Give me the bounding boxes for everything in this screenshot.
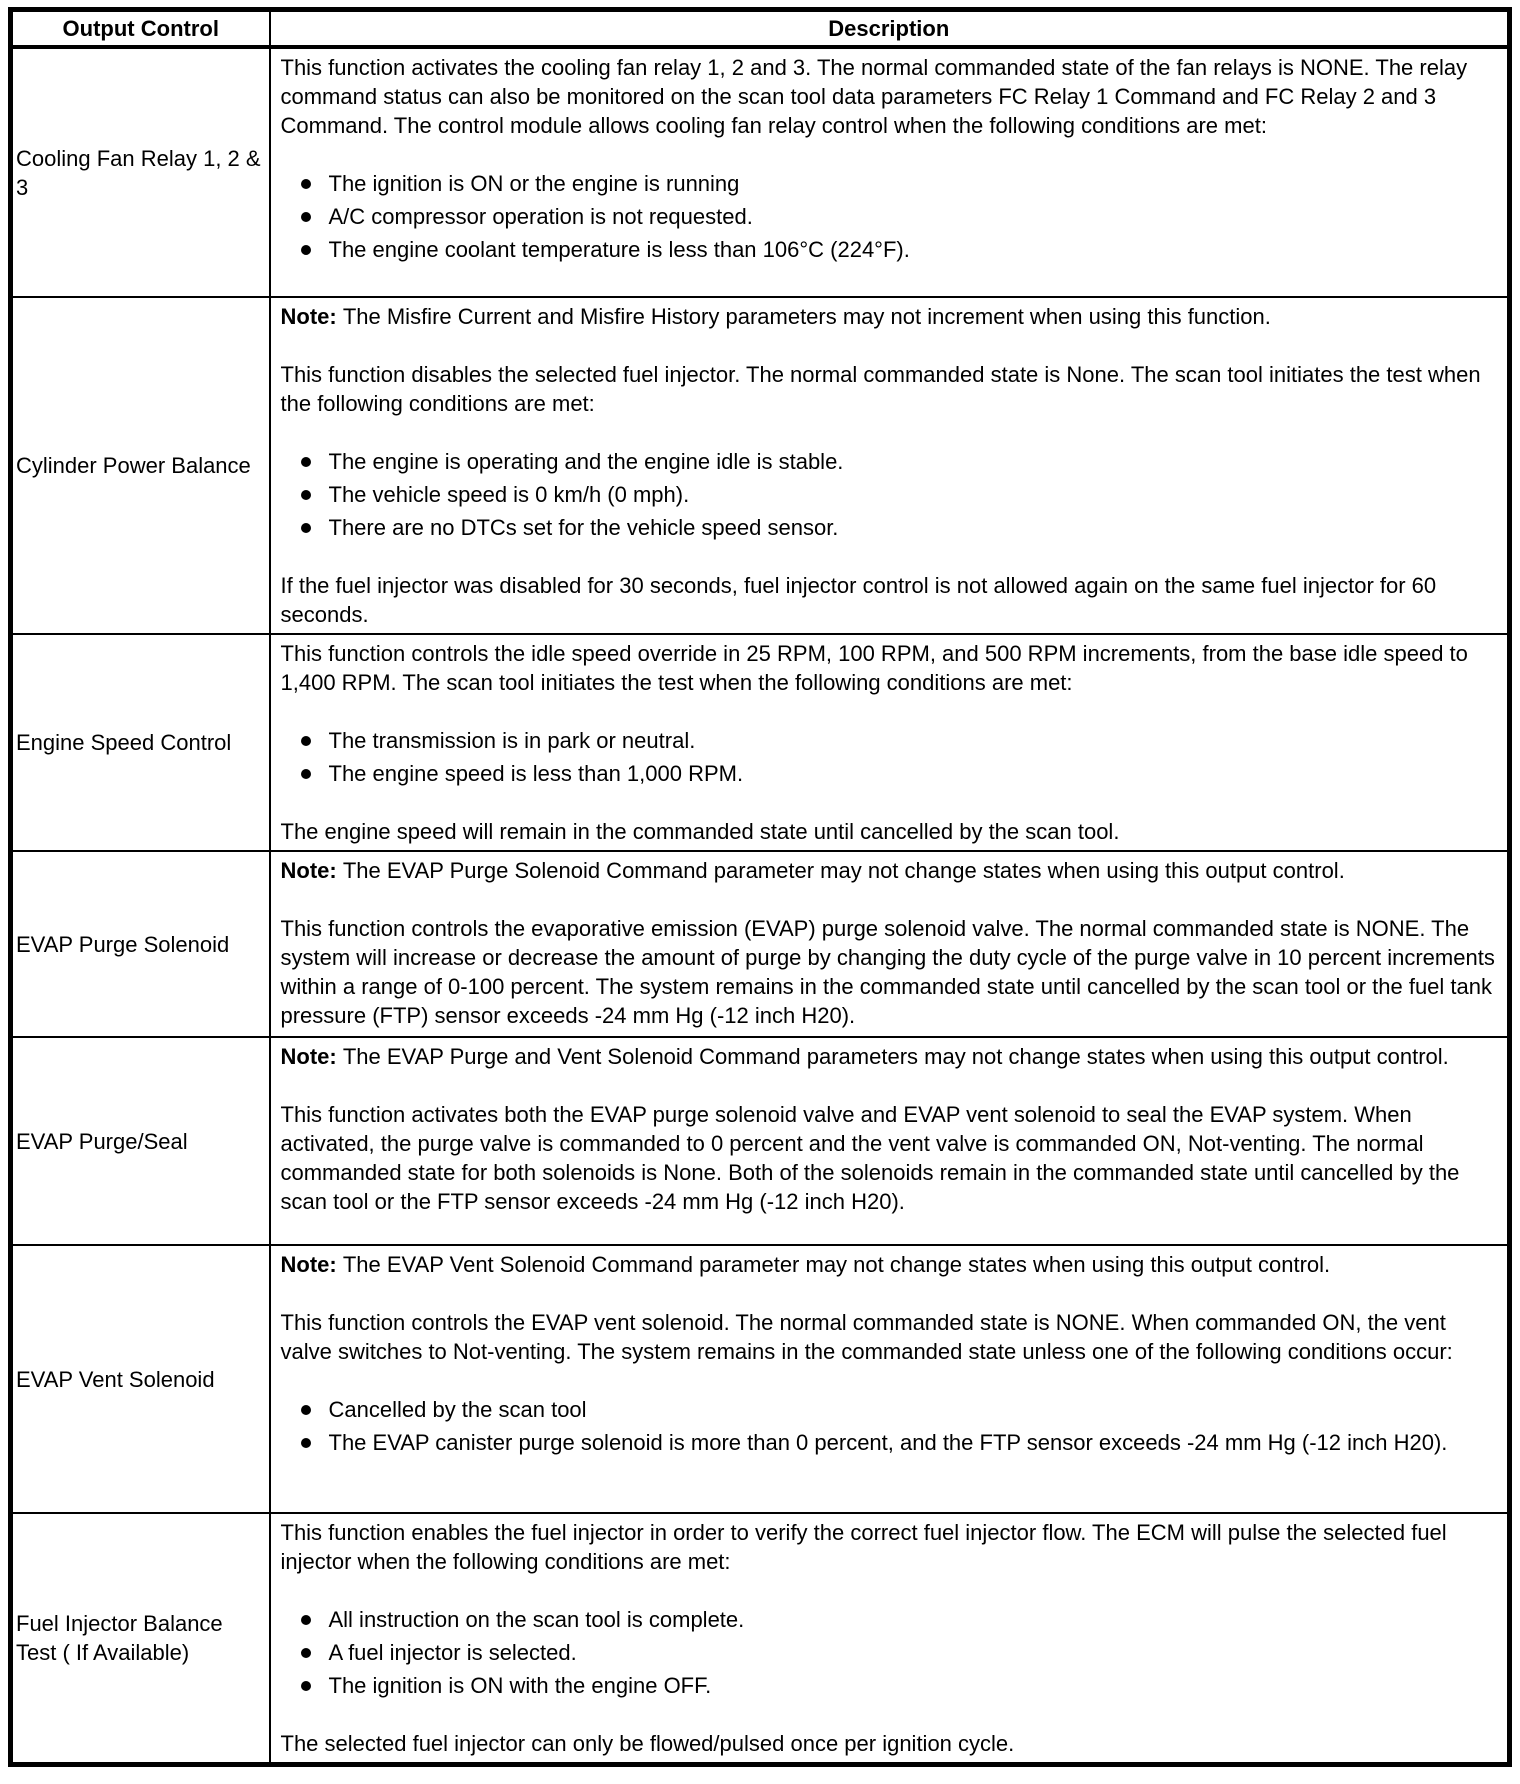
bullet-icon: [301, 1615, 311, 1625]
output-control-label: Fuel Injector Balance Test ( If Available): [16, 1611, 223, 1665]
bullet-list: [281, 1605, 1498, 1700]
bullet-icon: [301, 1405, 311, 1415]
bullet-icon: [301, 1648, 311, 1658]
note-label: Note:: [280, 1252, 343, 1277]
table-row: [11, 1245, 1510, 1513]
description-paragraph: This function controls the evaporative emission (EVAP) purge solenoid valve. The normal commanded state is NONE. The system will increase or decrease the amount of purge by changing the duty cycle of the purge valve in 10 percent increments within a range of 0-100 percent. The system remains in the commanded state until cancelled by the scan tool or the fuel tank pressure (FTP) sensor exceeds -24 mm Hg (-12 inch H20).: [280, 916, 1495, 1028]
bullet-icon: [301, 179, 311, 189]
bullet-text: All instruction on the scan tool is complete.: [328, 1607, 745, 1632]
table-row: [11, 1513, 1510, 1765]
bullet-icon: [301, 769, 311, 779]
bullet-text: The EVAP canister purge solenoid is more than 0 percent, and the FTP sensor exceeds -24 mm Hg (-12 inch H20).: [328, 1430, 1448, 1455]
bullet-item: [281, 480, 1498, 509]
description-paragraph: This function activates the cooling fan relay 1, 2 and 3. The normal commanded state of the fan relays is NONE. The relay command status can also be monitored on the scan tool data parameters FC Relay 1 Command and FC Relay 2 and 3 Command. The control module allows cooling fan relay control when the following conditions are met:: [280, 55, 1468, 138]
bullet-item: [281, 513, 1498, 542]
bullet-text: The engine speed is less than 1,000 RPM.: [328, 761, 744, 786]
output-control-cell: [11, 851, 270, 1037]
bullet-list: [281, 1395, 1498, 1457]
table-row: [11, 297, 1510, 634]
note-paragraph: Note: The EVAP Purge Solenoid Command parameter may not change states when using this output control.: [280, 858, 1345, 883]
note-label: Note:: [280, 1044, 343, 1069]
description-cell: [270, 297, 1510, 634]
output-control-label: EVAP Purge Solenoid: [16, 931, 230, 957]
bullet-icon: [301, 1681, 311, 1691]
bullet-text: The engine coolant temperature is less than 106°C (224°F).: [328, 237, 910, 262]
bullet-item: [281, 1428, 1498, 1457]
bullet-item: [281, 759, 1498, 788]
bullet-icon: [301, 523, 311, 533]
bullet-text: The vehicle speed is 0 km/h (0 mph).: [328, 482, 690, 507]
bullet-item: [281, 447, 1498, 476]
bullet-icon: [301, 245, 311, 255]
bullet-item: [281, 202, 1498, 231]
output-control-cell: [11, 1037, 270, 1245]
output-control-cell: [11, 297, 270, 634]
output-control-label: Engine Speed Control: [16, 730, 232, 755]
description-paragraph: This function disables the selected fuel injector. The normal commanded state is None. The scan tool initiates the test when the following conditions are met:: [280, 362, 1481, 416]
table-row: [11, 1037, 1510, 1245]
bullet-item: [281, 1671, 1498, 1700]
description-cell: [270, 851, 1510, 1037]
description-paragraph: This function controls the idle speed override in 25 RPM, 100 RPM, and 500 RPM increments, from the base idle speed to 1,400 RPM. The scan tool initiates the test when the following conditions are met:: [280, 641, 1468, 695]
table-row: [11, 851, 1510, 1037]
description-cell: [270, 1513, 1510, 1765]
bullet-icon: [301, 212, 311, 222]
bullet-text: The transmission is in park or neutral.: [328, 728, 696, 753]
description-cell: [270, 1245, 1510, 1513]
bullet-item: [281, 235, 1498, 264]
output-control-cell: [11, 47, 270, 297]
note-label: Note:: [280, 304, 343, 329]
description-paragraph: The selected fuel injector can only be flowed/pulsed once per ignition cycle.: [280, 1731, 1015, 1756]
output-control-cell: [11, 1513, 270, 1765]
bullet-text: The ignition is ON with the engine OFF.: [328, 1673, 712, 1698]
bullet-item: [281, 1638, 1498, 1667]
output-control-label: EVAP Purge/Seal: [16, 1128, 188, 1154]
output-control-label: EVAP Vent Solenoid: [16, 1366, 215, 1392]
note-label: Note:: [280, 858, 343, 883]
description-paragraph: This function activates both the EVAP purge solenoid valve and EVAP vent solenoid to seal the EVAP system. When activated, the purge valve is commanded to 0 percent and the vent valve is commanded ON, Not-venting. The normal commanded state for both solenoids is None. Both of the solenoids remain in the commanded state until cancelled by the scan tool or the FTP sensor exceeds -24 mm Hg (-12 inch H20).: [280, 1102, 1460, 1214]
output-control-table: [8, 7, 1512, 1767]
bullet-text: The ignition is ON or the engine is running: [328, 171, 740, 196]
description-paragraph: This function controls the EVAP vent solenoid. The normal commanded state is NONE. When commanded ON, the vent valve switches to Not-venting. The system remains in the commanded state unless one of the following conditions occur:: [280, 1310, 1453, 1364]
bullet-text: A fuel injector is selected.: [328, 1640, 577, 1665]
bullet-list: [281, 447, 1498, 542]
bullet-item: [281, 1395, 1498, 1424]
table-body: [11, 47, 1510, 1765]
note-paragraph: Note: The EVAP Vent Solenoid Command parameter may not change states when using this output control.: [280, 1252, 1331, 1277]
table-row: [11, 634, 1510, 851]
description-paragraph: This function enables the fuel injector in order to verify the correct fuel injector flow. The ECM will pulse the selected fuel injector when the following conditions are met:: [280, 1520, 1447, 1574]
output-control-cell: [11, 634, 270, 851]
table-row: [11, 47, 1510, 297]
bullet-list: [281, 169, 1498, 264]
note-paragraph: Note: The EVAP Purge and Vent Solenoid Command parameters may not change states when using this output control.: [280, 1044, 1449, 1069]
output-control-cell: [11, 1245, 270, 1513]
bullet-item: [281, 169, 1498, 198]
col-header-description: Description: [270, 10, 1510, 48]
note-paragraph: Note: The Misfire Current and Misfire History parameters may not increment when using this function.: [280, 304, 1271, 329]
description-paragraph: If the fuel injector was disabled for 30 seconds, fuel injector control is not allowed again on the same fuel injector for 60 seconds.: [280, 573, 1437, 627]
bullet-icon: [301, 490, 311, 500]
description-cell: [270, 47, 1510, 297]
bullet-icon: [301, 1438, 311, 1448]
col-header-output-control: Output Control: [11, 10, 270, 48]
bullet-item: [281, 726, 1498, 755]
bullet-icon: [301, 457, 311, 467]
output-control-label: Cooling Fan Relay 1, 2 & 3: [16, 145, 261, 200]
bullet-item: [281, 1605, 1498, 1634]
output-control-label: Cylinder Power Balance: [16, 453, 251, 478]
description-cell: [270, 634, 1510, 851]
description-cell: [270, 1037, 1510, 1245]
bullet-text: The engine is operating and the engine idle is stable.: [328, 449, 844, 474]
bullet-text: There are no DTCs set for the vehicle speed sensor.: [328, 515, 839, 540]
bullet-text: A/C compressor operation is not requested.: [328, 204, 753, 229]
bullet-icon: [301, 736, 311, 746]
bullet-list: [281, 726, 1498, 788]
bullet-text: Cancelled by the scan tool: [328, 1397, 587, 1422]
header-row: [11, 10, 1510, 48]
description-paragraph: The engine speed will remain in the commanded state until cancelled by the scan tool.: [280, 819, 1120, 844]
